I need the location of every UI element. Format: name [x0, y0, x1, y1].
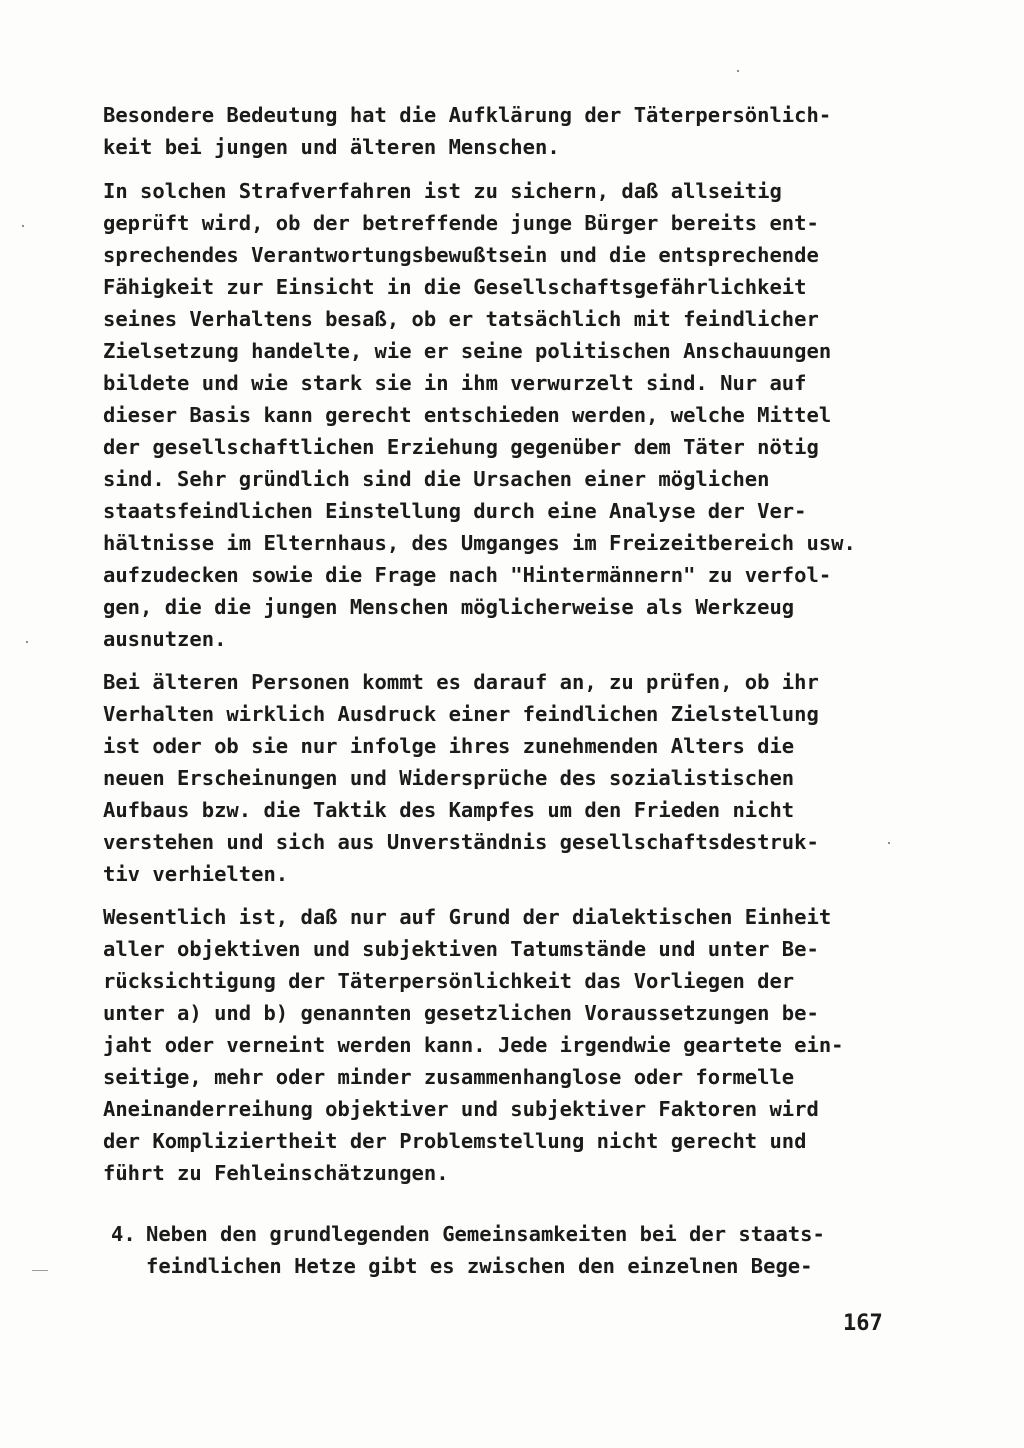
text-line: der gesellschaftlichen Erziehung gegenüber dem Täter nötig	[103, 435, 819, 459]
text-line: sprechendes Verantwortungsbewußtsein und die entsprechende	[103, 243, 819, 267]
text-line: Fähigkeit zur Einsicht in die Gesellschaftsgefährlichkeit	[103, 275, 807, 299]
text-line: geprüft wird, ob der betreffende junge Bürger bereits ent-	[103, 211, 819, 235]
text-line: Neben den grundlegenden Gemeinsamkeiten bei der staats-	[146, 1222, 825, 1246]
text-line: Aufbaus bzw. die Taktik des Kampfes um den Frieden nicht	[103, 798, 795, 822]
text-line: neuen Erscheinungen und Widersprüche des sozialistischen	[103, 766, 795, 790]
text-line: führt zu Fehleinschätzungen.	[103, 1161, 449, 1185]
numbered-item-4	[111, 1218, 825, 1282]
text-line: feindlichen Hetze gibt es zwischen den einzelnen Bege-	[146, 1254, 813, 1278]
text-line: In solchen Strafverfahren ist zu sichern, daß allseitig	[103, 179, 782, 203]
paragraph-3	[103, 666, 819, 890]
text-line: der Kompliziertheit der Problemstellung nicht gerecht und	[103, 1129, 807, 1153]
text-line: Aneinanderreihung objektiver und subjektiver Faktoren wird	[103, 1097, 819, 1121]
text-line: staatsfeindlichen Einstellung durch eine Analyse der Ver-	[103, 499, 807, 523]
scan-speck	[26, 641, 28, 643]
scan-speck	[737, 70, 739, 72]
text-line: bildete und wie stark sie in ihm verwurzelt sind. Nur auf	[103, 371, 807, 395]
text-line: Bei älteren Personen kommt es darauf an, zu prüfen, ob ihr	[103, 670, 819, 694]
scan-speck	[32, 1270, 48, 1271]
text-line: aller objektiven und subjektiven Tatumstände und unter Be-	[103, 937, 819, 961]
text-line: seines Verhaltens besaß, ob er tatsächlich mit feindlicher	[103, 307, 819, 331]
text-line: Verhalten wirklich Ausdruck einer feindlichen Zielstellung	[103, 702, 819, 726]
text-line: unter a) und b) genannten gesetzlichen Voraussetzungen be-	[103, 1001, 819, 1025]
text-line: dieser Basis kann gerecht entschieden werden, welche Mittel	[103, 403, 832, 427]
scan-speck	[22, 225, 24, 227]
text-line: ist oder ob sie nur infolge ihres zunehmenden Alters die	[103, 734, 795, 758]
scan-speck	[888, 842, 890, 844]
text-line: gen, die die jungen Menschen möglicherweise als Werkzeug	[103, 595, 795, 619]
text-line: sind. Sehr gründlich sind die Ursachen einer möglichen	[103, 467, 770, 491]
text-line: keit bei jungen und älteren Menschen.	[103, 135, 560, 159]
text-line: Wesentlich ist, daß nur auf Grund der dialektischen Einheit	[103, 905, 832, 929]
text-line: seitige, mehr oder minder zusammenhanglose oder formelle	[103, 1065, 795, 1089]
page-number: 167	[843, 1311, 883, 1336]
text-line: jaht oder verneint werden kann. Jede irgendwie geartete ein-	[103, 1033, 844, 1057]
text-line: tiv verhielten.	[103, 862, 289, 886]
text-line: verstehen und sich aus Unverständnis gesellschaftsdestruk-	[103, 830, 819, 854]
text-line: ausnutzen.	[103, 627, 227, 651]
text-line: Besondere Bedeutung hat die Aufklärung der Täterpersönlich-	[103, 103, 832, 127]
paragraph-2	[103, 175, 856, 655]
paragraph-4	[103, 901, 844, 1189]
text-line: Zielsetzung handelte, wie er seine politischen Anschauungen	[103, 339, 832, 363]
paragraph-1	[103, 99, 831, 163]
text-line: rücksichtigung der Täterpersönlichkeit das Vorliegen der	[103, 969, 795, 993]
text-line: aufzudecken sowie die Frage nach "Hintermännern" zu verfol-	[103, 563, 832, 587]
item-number: 4.	[111, 1222, 136, 1246]
text-line: hältnisse im Elternhaus, des Umganges im Freizeitbereich usw.	[103, 531, 856, 555]
